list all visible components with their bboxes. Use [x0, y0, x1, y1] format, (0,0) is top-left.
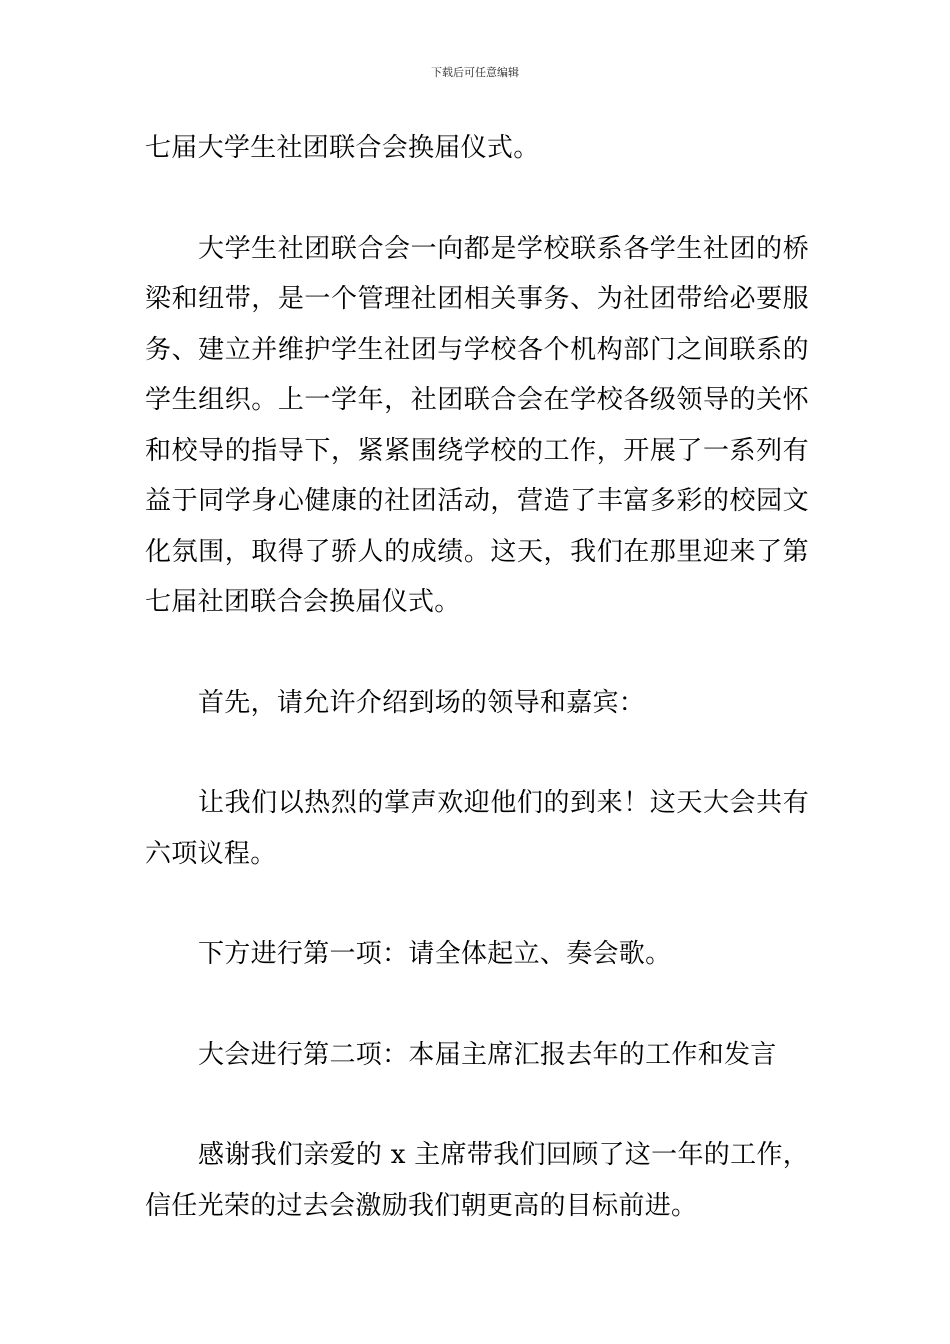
paragraph-gap [145, 879, 809, 929]
paragraph-gap [145, 1080, 809, 1130]
paragraph: 让我们以热烈的掌声欢迎他们的到来！这天大会共有六项议程。 [145, 788, 809, 869]
paragraph: 大学生社团联合会一向都是学校联系各学生社团的桥梁和纽带，是一个管理社团相关事务、为社团带给必要服务、建立并维护学生社团与学校各个机构部门之间联系的学生组织。上一学年，社团联合会在学校各级领导的关怀和校导的指导下，紧紧围绕学校的工作，开展了一系列有益于同学身心健康的社团活动，营造了丰富多彩的校园文化氛围，取得了骄人的成绩。这天，我们在那里迎来了第七届社团联合会换届仪式。 [145, 233, 809, 617]
paragraph: 大会进行第二项：本届主席汇报去年的工作和发言 [198, 1039, 777, 1070]
paragraph: 首先，请允许介绍到场的领导和嘉宾： [198, 687, 646, 718]
page-header: 下载后可任意编辑 [431, 66, 519, 79]
paragraph-gap [145, 728, 809, 778]
paragraph-gap [145, 174, 809, 224]
paragraph-gap [145, 980, 809, 1030]
paragraph: 七届大学生社团联合会换届仪式。 [145, 133, 540, 163]
paragraph-gap [145, 628, 809, 678]
document-body [145, 123, 809, 1231]
paragraph: 下方进行第一项：请全体起立、奏会歌。 [198, 939, 672, 969]
paragraph: 感谢我们亲爱的 x 主席带我们回顾了这一年的工作，信任光荣的过去会激励我们朝更高的目标前进。 [145, 1140, 809, 1221]
